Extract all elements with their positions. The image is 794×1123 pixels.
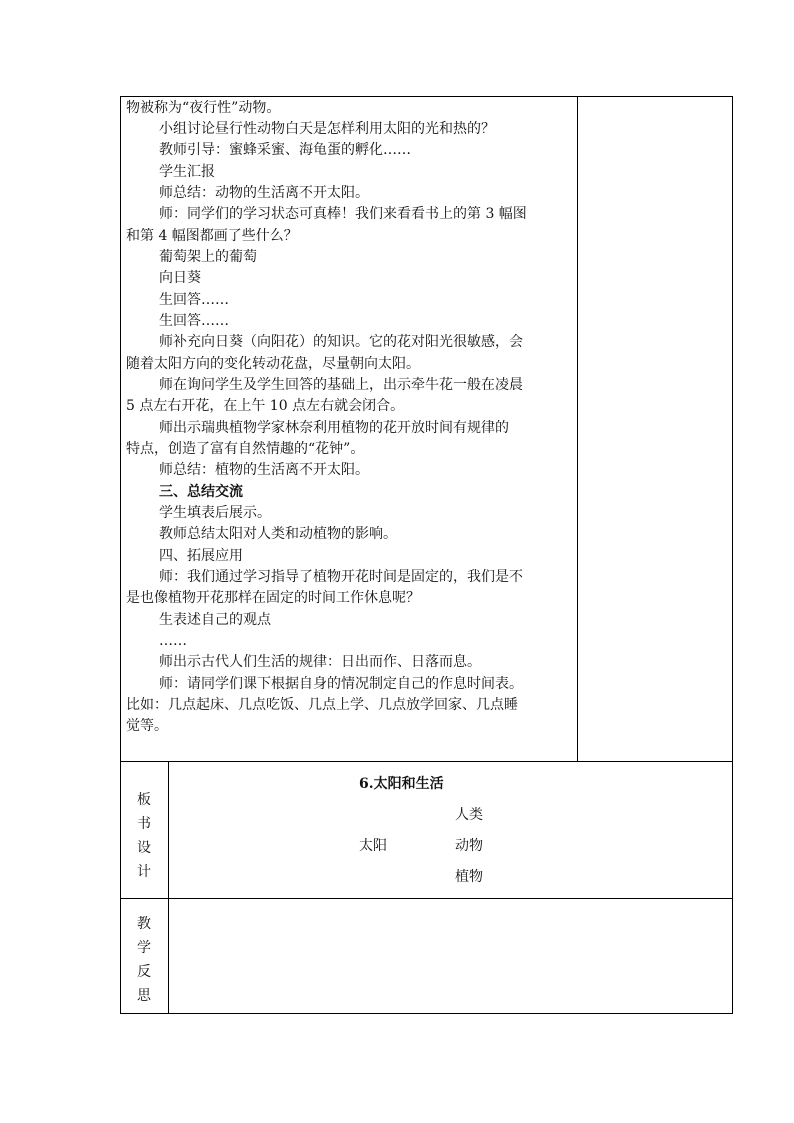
board-item-plants: 植物: [455, 869, 483, 885]
content-line: 比如：几点起床、几点吃饭、几点上学、几点放学回家、几点睡: [126, 697, 518, 713]
content-line: 师补充向日葵（向阳花）的知识。它的花对阳光很敏感，会: [159, 334, 523, 350]
content-line: 是也像植物开花那样在固定的时间工作休息呢？: [126, 590, 420, 606]
content-line: 葡萄架上的葡萄: [159, 249, 257, 265]
content-line: 随着太阳方向的变化转动花盘，尽量朝向太阳。: [126, 356, 420, 372]
label-char: 书: [137, 816, 151, 832]
content-line: 生回答……: [159, 313, 229, 329]
content-line: 师：我们通过学习指导了植物开花时间是固定的，我们是不: [159, 569, 523, 585]
table-top-border: [120, 96, 733, 97]
label-char: 计: [137, 864, 151, 880]
content-line: 教师总结太阳对人类和动植物的影响。: [159, 526, 397, 542]
content-line: 师总结：植物的生活离不开太阳。: [159, 462, 369, 478]
board-design-label: [120, 788, 168, 884]
content-line: 师：请同学们课下根据自身的情况制定自己的作息时间表。: [159, 676, 523, 692]
board-item-humans: 人类: [455, 807, 483, 823]
row-divider-1: [120, 761, 733, 762]
content-line: 学生汇报: [159, 164, 215, 180]
label-char: 教: [137, 916, 151, 932]
content-line: 师：同学们的学习状态可真棒！我们来看看书上的第 3 幅图: [159, 206, 527, 222]
content-line: 物被称为“夜行性”动物。: [126, 100, 281, 116]
label-char: 板: [137, 792, 151, 808]
table-bottom-border: [120, 1013, 733, 1014]
label-char: 设: [137, 840, 151, 856]
content-line: 教师引导：蜜蜂采蜜、海龟蛋的孵化……: [159, 142, 411, 158]
label-char: 思: [137, 988, 151, 1004]
row-divider-2: [120, 898, 733, 899]
teaching-reflection-content: [170, 900, 730, 1012]
board-title: 6.太阳和生活: [359, 776, 444, 792]
label-column-divider: [168, 761, 169, 1014]
content-line: 生回答……: [159, 292, 229, 308]
section-heading: 三、总结交流: [159, 484, 243, 500]
content-line: 向日葵: [159, 270, 201, 286]
content-line: 师总结：动物的生活离不开太阳。: [159, 185, 369, 201]
content-line: 和第 4 幅图都画了些什么？: [126, 228, 298, 244]
content-line: 师在询问学生及学生回答的基础上，出示牵牛花一般在凌晨: [159, 377, 523, 393]
content-line: 师出示古代人们生活的规律：日出而作、日落而息。: [159, 654, 481, 670]
notes-column: [579, 98, 731, 760]
content-line: 师出示瑞典植物学家林奈利用植物的花开放时间有规律的: [159, 420, 509, 436]
content-notes-divider: [577, 96, 578, 762]
content-line: 生表述自己的观点: [159, 612, 271, 628]
teaching-reflection-label: [120, 912, 168, 1008]
board-center-sun: 太阳: [359, 838, 387, 854]
label-char: 学: [137, 940, 151, 956]
section-heading: 四、拓展应用: [159, 548, 243, 564]
label-char: 反: [137, 964, 151, 980]
content-line: 小组讨论昼行性动物白天是怎样利用太阳的光和热的？: [159, 121, 495, 137]
content-line: 觉等。: [126, 718, 168, 734]
content-line: 特点，创造了富有自然情趣的“花钟”。: [126, 441, 365, 457]
content-line: 5 点左右开花，在上午 10 点左右就会闭合。: [126, 398, 405, 414]
content-line: 学生填表后展示。: [159, 505, 271, 521]
table-right-border: [732, 96, 733, 1014]
content-line: ……: [159, 633, 187, 649]
board-item-animals: 动物: [455, 838, 483, 854]
